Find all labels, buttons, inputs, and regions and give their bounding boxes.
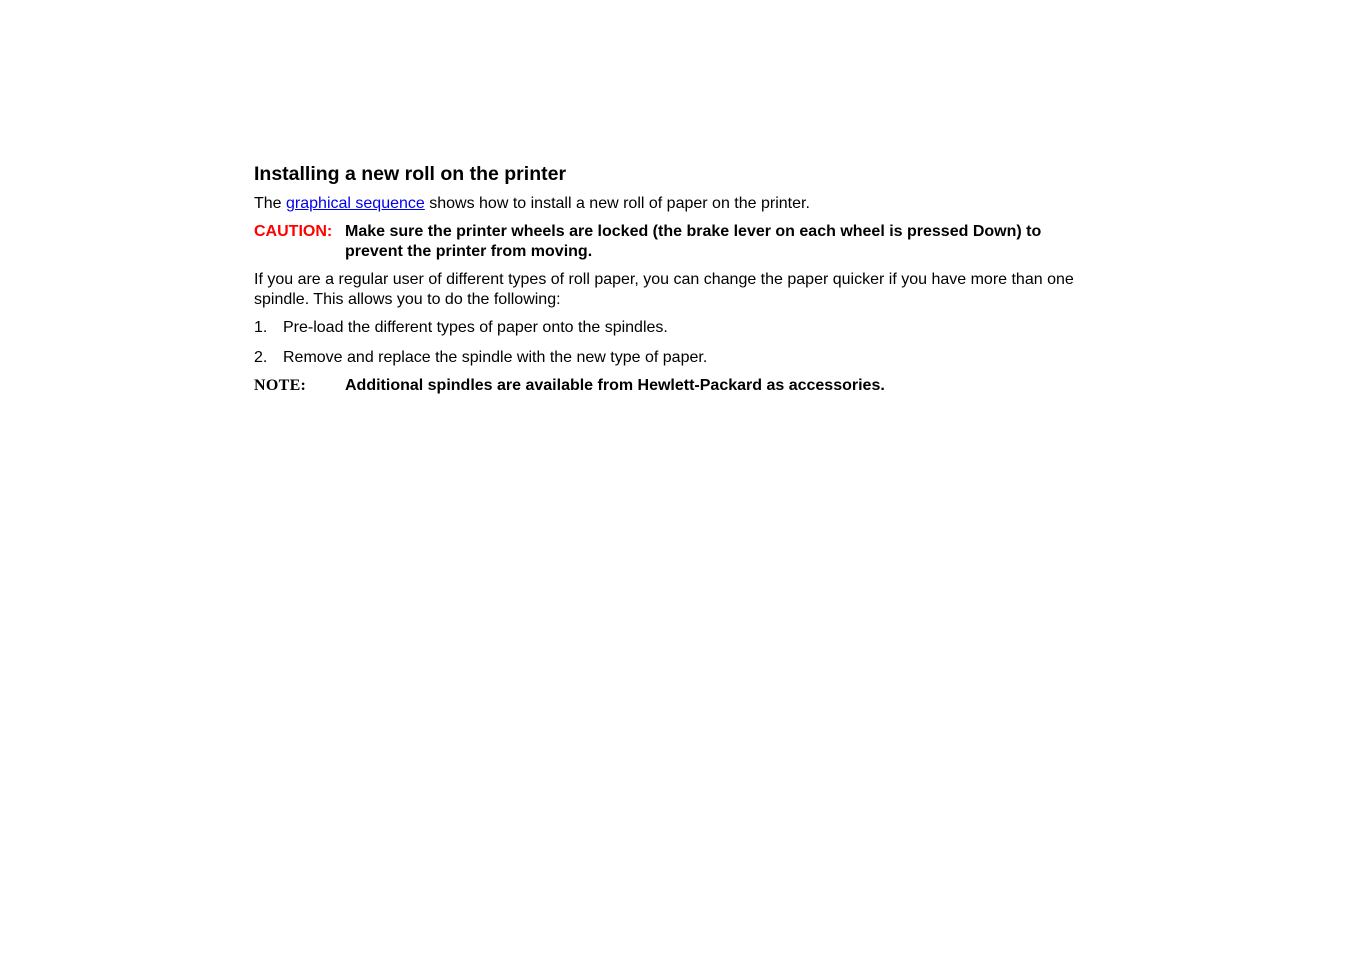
step-number: 1.	[254, 319, 268, 336]
page-title: Installing a new roll on the printer	[254, 163, 567, 185]
steps-list	[254, 318, 1094, 368]
caution-text: Make sure the printer wheels are locked (the brake lever on each wheel is pressed Down) to prevent the printer from moving.	[345, 223, 1042, 260]
graphical-sequence-link[interactable]: graphical sequence	[286, 195, 425, 212]
note-text: Additional spindles are available from Hewlett-Packard as accessories.	[345, 377, 885, 394]
intro-paragraph	[254, 194, 1094, 214]
intro-text-after: shows how to install a new roll of paper on the printer.	[424, 195, 810, 212]
body-paragraph: If you are a regular user of different types of roll paper, you can change the paper quicker if you have more than one spindle. This allows you to do the following:	[254, 271, 1074, 308]
list-item	[254, 318, 1094, 338]
note-callout	[254, 376, 1094, 396]
step-text: Remove and replace the spindle with the new type of paper.	[283, 349, 708, 366]
intro-text-before: The	[254, 195, 287, 212]
caution-callout	[254, 222, 1094, 262]
document-content	[254, 162, 1094, 396]
list-item	[254, 348, 1094, 368]
note-label: NOTE:	[254, 377, 307, 394]
step-number: 2.	[254, 349, 268, 366]
caution-label: CAUTION:	[254, 223, 333, 240]
step-text: Pre-load the different types of paper onto the spindles.	[283, 319, 668, 336]
